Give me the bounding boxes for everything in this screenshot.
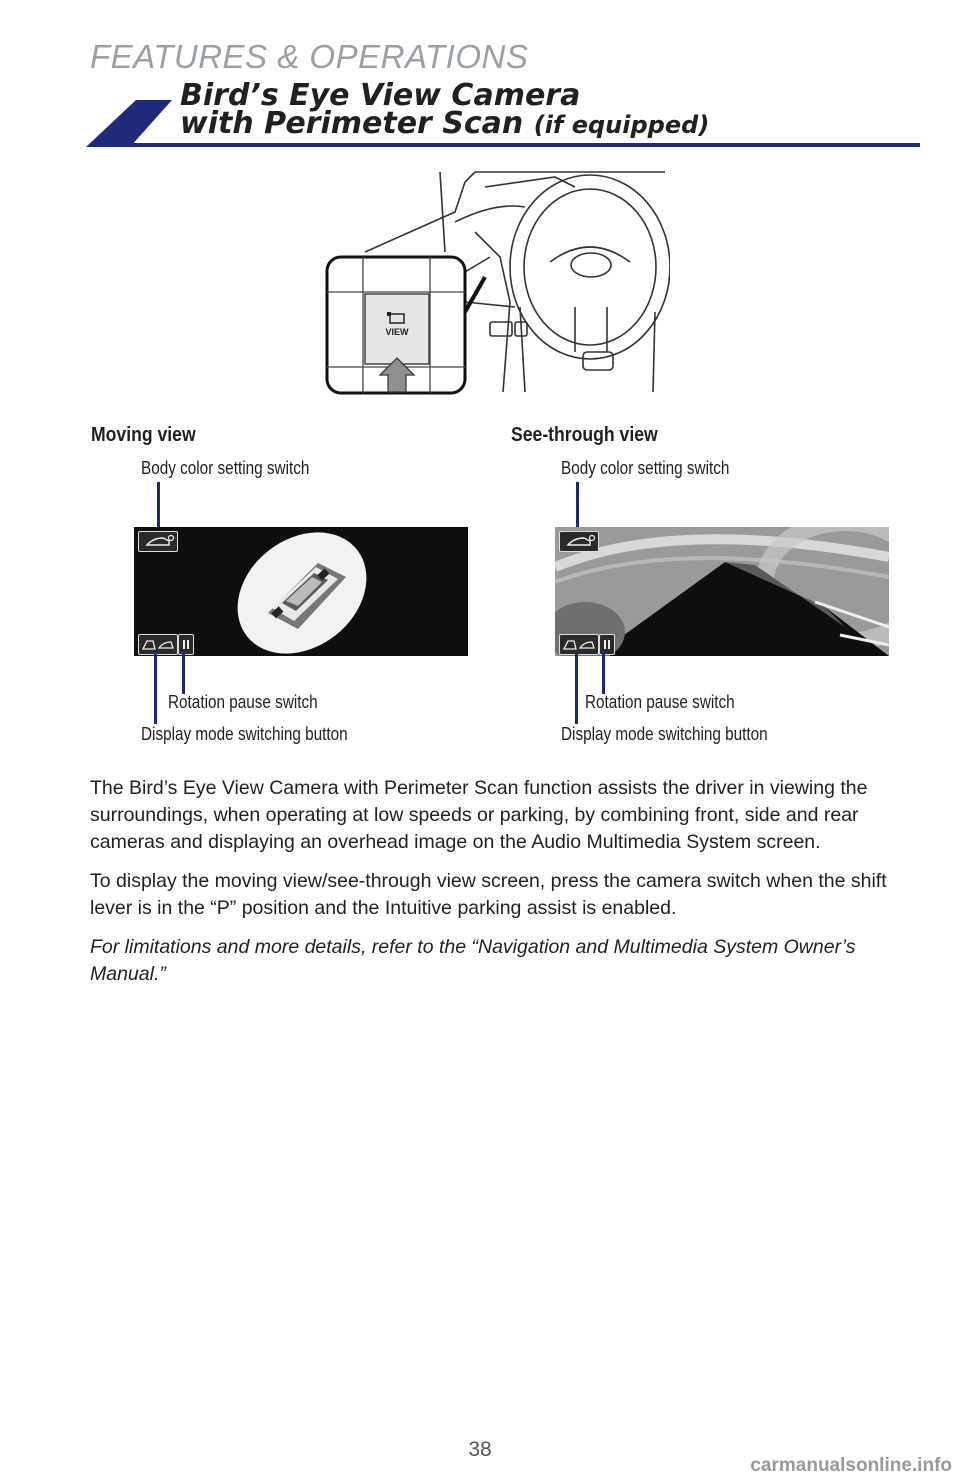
watermark: carmanualsonline.info	[750, 1455, 952, 1476]
see-through-rotation-label: Rotation pause switch	[585, 692, 735, 712]
display-mode-icon	[564, 641, 594, 649]
page-title-suffix: (if equipped)	[533, 111, 710, 139]
see-through-view-screen	[555, 527, 889, 656]
moving-view-rotation-label: Rotation pause switch	[168, 692, 318, 712]
pause-icon	[183, 640, 189, 649]
see-through-body-color-switch[interactable]	[559, 531, 599, 552]
dashboard-illustration	[325, 162, 670, 397]
page-title-main: with Perimeter Scan	[180, 106, 524, 141]
page-title-line1: Bird’s Eye View Camera	[180, 78, 581, 113]
moving-view-display-mode-button[interactable]	[138, 634, 178, 655]
body-paragraph-2: To display the moving view/see-through view screen, press the camera switch when the shift lever is in the “P” position and the Intuitive parking assist is enabled.	[90, 870, 887, 919]
view-button-label: VIEW	[385, 327, 409, 337]
page-number: 38	[468, 1438, 492, 1461]
pause-icon	[604, 640, 610, 649]
moving-view-heading: Moving view	[91, 424, 196, 446]
see-through-display-mode-leader	[575, 652, 578, 724]
moving-view-display-mode-label: Display mode switching button	[141, 724, 348, 744]
moving-view-display-mode-leader	[154, 652, 157, 724]
moving-view-rotation-leader	[182, 652, 185, 694]
moving-view-screen	[134, 527, 468, 656]
see-through-view-heading: See-through view	[511, 424, 658, 446]
see-through-rotation-leader	[602, 652, 605, 694]
display-mode-icon	[143, 641, 173, 649]
see-through-display-mode-label: Display mode switching button	[561, 724, 768, 744]
car-paint-icon	[147, 538, 169, 545]
moving-view-body-color-label: Body color setting switch	[141, 458, 310, 478]
see-through-body-color-leader	[576, 482, 579, 527]
moving-view-body-color-switch[interactable]	[138, 531, 178, 552]
body-paragraph-1: The Bird’s Eye View Camera with Perimeter Scan function assists the driver in viewing the surroundings, when operating at low speeds or parking, by combining front, side and rear cameras and displaying an overhead image on the Audio Multimedia System screen.	[90, 777, 868, 853]
see-through-display-mode-button[interactable]	[559, 634, 599, 655]
page-title-line2	[180, 106, 709, 141]
car-paint-icon	[568, 538, 590, 545]
section-label: FEATURES & OPERATIONS	[90, 38, 529, 75]
see-through-body-color-label: Body color setting switch	[561, 458, 730, 478]
body-text	[90, 775, 922, 1000]
moving-view-rotation-pause-switch[interactable]	[178, 634, 194, 655]
body-note: For limitations and more details, refer to the “Navigation and Multimedia System Owner’s Manual.”	[90, 936, 856, 985]
moving-view-body-color-leader	[157, 482, 160, 527]
